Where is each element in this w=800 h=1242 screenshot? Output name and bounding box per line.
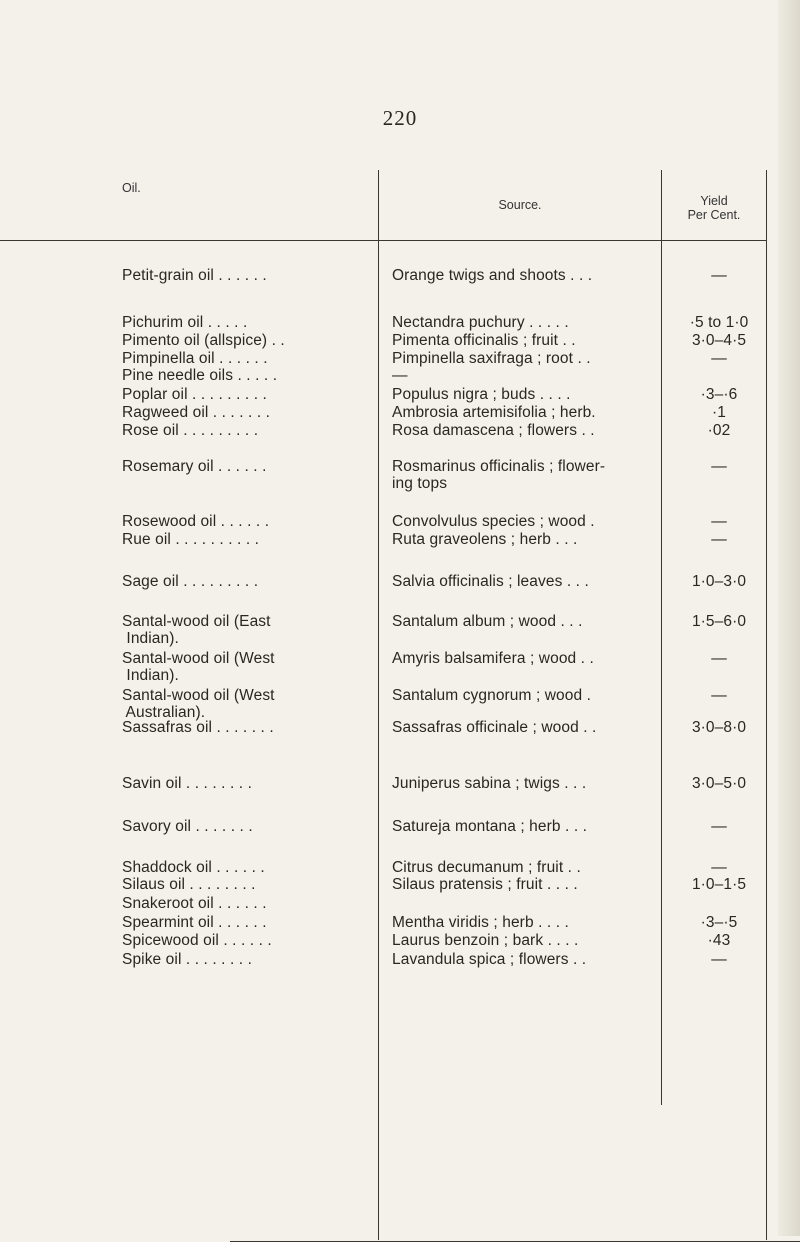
cell-source: — (392, 367, 408, 384)
cell-yield: — (711, 859, 727, 876)
cell-oil: Spike oil . . . . . . . . (122, 951, 252, 968)
cell-source: Pimpinella saxifraga ; root . . (392, 350, 591, 367)
cell-source: Mentha viridis ; herb . . . . (392, 914, 569, 931)
cell-yield: 1·0–1·5 (691, 876, 747, 893)
cell-source: Orange twigs and shoots . . . (392, 267, 593, 284)
table-rule-right (766, 170, 767, 1240)
cell-source: Santalum album ; wood . . . (392, 613, 583, 630)
cell-oil: Sassafras oil . . . . . . . (122, 719, 274, 736)
table-rule-col1 (378, 170, 379, 1240)
cell-yield: ·3–·5 (700, 914, 738, 931)
cell-yield: — (711, 267, 727, 284)
cell-oil: Santal-wood oil (West Indian). (122, 650, 275, 684)
cell-oil: Rue oil . . . . . . . . . . (122, 531, 260, 548)
cell-source: Citrus decumanum ; fruit . . (392, 859, 581, 876)
cell-oil: Sage oil . . . . . . . . . (122, 573, 259, 590)
cell-oil: Pichurim oil . . . . . (122, 314, 248, 331)
cell-yield: — (711, 951, 727, 968)
cell-source: Amyris balsamifera ; wood . . (392, 650, 594, 667)
cell-yield: ·02 (707, 422, 731, 439)
cell-yield: — (711, 513, 727, 530)
cell-source: Convolvulus species ; wood . (392, 513, 595, 530)
cell-source: Santalum cygnorum ; wood . (392, 687, 592, 704)
cell-oil: Petit-grain oil . . . . . . (122, 267, 267, 284)
cell-oil: Rosewood oil . . . . . . (122, 513, 270, 530)
cell-source: Salvia officinalis ; leaves . . . (392, 573, 589, 590)
cell-yield: — (711, 650, 727, 667)
header-source: Source. (498, 198, 542, 212)
cell-source: Rosa damascena ; flowers . . (392, 422, 595, 439)
cell-yield: — (711, 458, 727, 475)
cell-yield: 1·0–3·0 (691, 573, 747, 590)
cell-source: Ambrosia artemisifolia ; herb. (392, 404, 596, 421)
cell-yield: ·3–·6 (700, 386, 738, 403)
table-rule-col2 (661, 170, 662, 1105)
cell-oil: Santal-wood oil (East Indian). (122, 613, 271, 647)
cell-source: Nectandra puchury . . . . . (392, 314, 569, 331)
cell-source: Ruta graveolens ; herb . . . (392, 531, 578, 548)
cell-yield: 3·0–4·5 (691, 332, 747, 349)
cell-source: Juniperus sabina ; twigs . . . (392, 775, 587, 792)
cell-source: Silaus pratensis ; fruit . . . . (392, 876, 578, 893)
oil-table (0, 170, 800, 1240)
cell-source: Laurus benzoin ; bark . . . . (392, 932, 579, 949)
cell-yield: 3·0–8·0 (691, 719, 747, 736)
header-yield: Yield Per Cent. (687, 194, 741, 222)
cell-oil: Spicewood oil . . . . . . (122, 932, 272, 949)
cell-yield: 3·0–5·0 (691, 775, 747, 792)
page-number: 220 (382, 106, 418, 130)
cell-source: Pimenta officinalis ; fruit . . (392, 332, 576, 349)
cell-yield: — (711, 350, 727, 367)
cell-oil: Pimento oil (allspice) . . (122, 332, 285, 349)
cell-source: Lavandula spica ; flowers . . (392, 951, 587, 968)
cell-oil: Pimpinella oil . . . . . . (122, 350, 268, 367)
cell-source: Sassafras officinale ; wood . . (392, 719, 597, 736)
cell-oil: Shaddock oil . . . . . . (122, 859, 265, 876)
cell-source: Rosmarinus officinalis ; flower- ing tops (392, 458, 606, 492)
cell-oil: Rose oil . . . . . . . . . (122, 422, 259, 439)
cell-oil: Silaus oil . . . . . . . . (122, 876, 256, 893)
cell-source: Satureja montana ; herb . . . (392, 818, 588, 835)
cell-yield: 1·5–6·0 (691, 613, 747, 630)
cell-oil: Snakeroot oil . . . . . . (122, 895, 267, 912)
cell-yield: ·5 to 1·0 (689, 314, 749, 331)
cell-yield: ·1 (712, 404, 726, 421)
cell-yield: ·43 (707, 932, 731, 949)
cell-yield: — (711, 687, 727, 704)
cell-oil: Ragweed oil . . . . . . . (122, 404, 271, 421)
cell-oil: Savin oil . . . . . . . . (122, 775, 252, 792)
header-rule (0, 240, 766, 241)
cell-yield: — (711, 818, 727, 835)
cell-oil: Pine needle oils . . . . . (122, 367, 278, 384)
header-oil: Oil. (122, 181, 141, 195)
cell-oil: Santal-wood oil (West Australian). (122, 687, 275, 721)
cell-oil: Rosemary oil . . . . . . (122, 458, 267, 475)
cell-yield: — (711, 531, 727, 548)
cell-oil: Poplar oil . . . . . . . . . (122, 386, 267, 403)
cell-oil: Spearmint oil . . . . . . (122, 914, 267, 931)
cell-source: Populus nigra ; buds . . . . (392, 386, 571, 403)
cell-oil: Savory oil . . . . . . . (122, 818, 253, 835)
